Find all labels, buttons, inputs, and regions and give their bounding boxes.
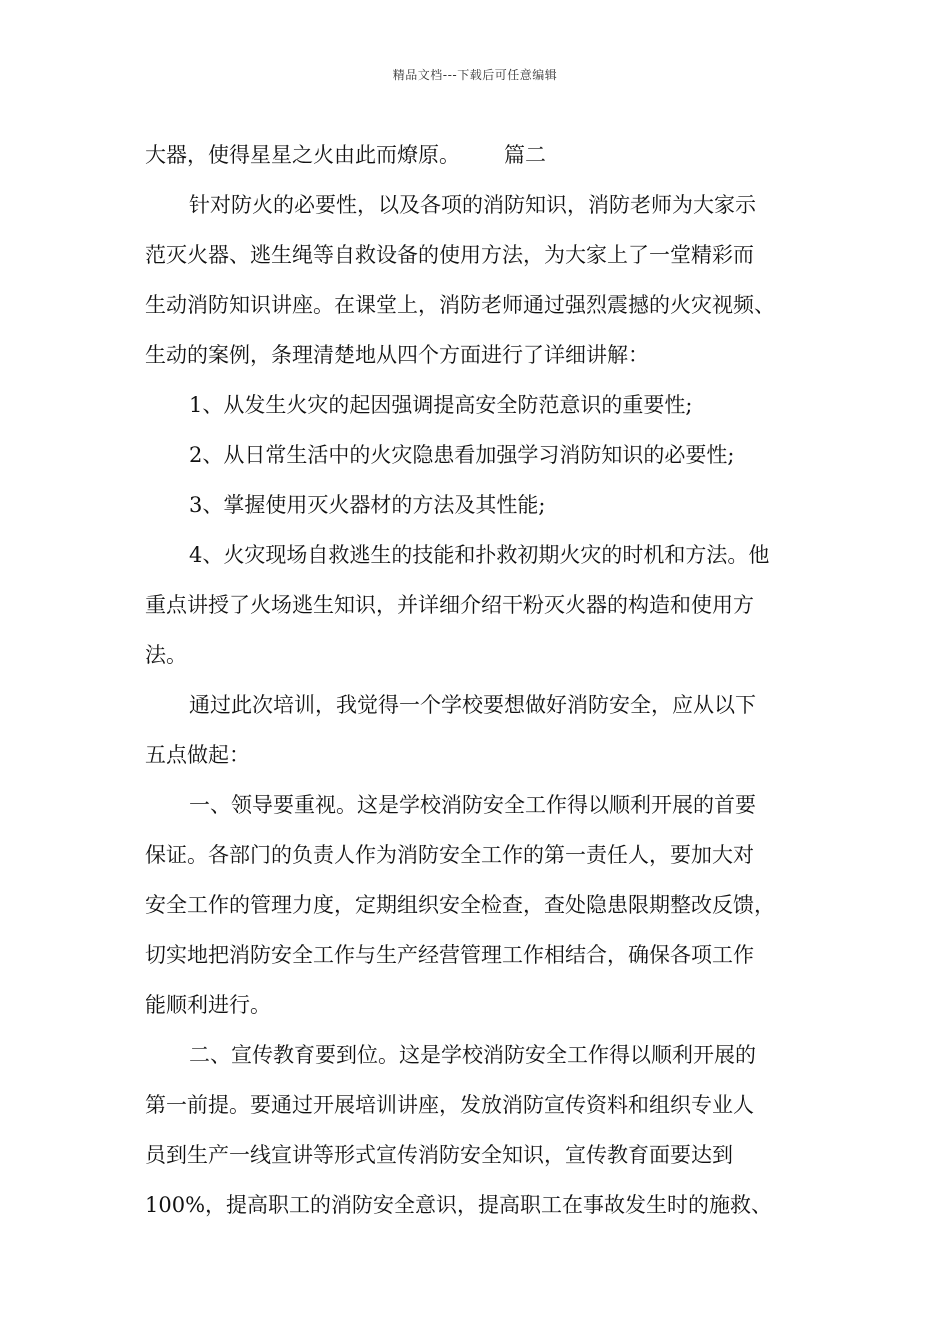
paragraph-line: 法。 [145, 643, 187, 667]
paragraph-line: 重点讲授了火场逃生知识，并详细介绍干粉灭火器的构造和使用方 [145, 593, 754, 617]
paragraph-line: 安全工作的管理力度，定期组织安全检查，查处隐患限期整改反馈， [145, 893, 775, 917]
list-item: 3、掌握使用灭火器材的方法及其性能; [189, 493, 546, 517]
page-header: 精品文档---下载后可任意编辑 [392, 68, 558, 82]
paragraph-line: 生动的案例，条理清楚地从四个方面进行了详细讲解： [145, 343, 649, 367]
section-label: 篇二 [504, 143, 546, 167]
paragraph-line: 针对防火的必要性，以及各项的消防知识，消防老师为大家示 [189, 193, 756, 217]
paragraph-line: 通过此次培训，我觉得一个学校要想做好消防安全，应从以下 [189, 693, 756, 717]
paragraph-line [145, 130, 825, 180]
paragraph-line: 第一前提。要通过开展培训讲座，发放消防宣传资料和组织专业人 [145, 1093, 754, 1117]
paragraph-line: 一、领导要重视。这是学校消防安全工作得以顺利开展的首要 [189, 793, 756, 817]
paragraph-line: 员到生产一线宣讲等形式宣传消防安全知识，宣传教育面要达到 [145, 1143, 733, 1167]
paragraph-line: 切实地把消防安全工作与生产经营管理工作相结合，确保各项工作 [145, 943, 754, 967]
list-item: 2、从日常生活中的火灾隐患看加强学习消防知识的必要性; [189, 443, 735, 467]
document-body [145, 130, 825, 1230]
paragraph-line: 能顺利进行。 [145, 993, 271, 1017]
paragraph-line: 生动消防知识讲座。在课堂上，消防老师通过强烈震撼的火灾视频、 [145, 293, 775, 317]
paragraph-line: 二、宣传教育要到位。这是学校消防安全工作得以顺利开展的 [189, 1043, 756, 1067]
line-text: 大器，使得星星之火由此而燎原。 [145, 143, 460, 167]
paragraph-line: 保证。各部门的负责人作为消防安全工作的第一责任人，要加大对 [145, 843, 754, 867]
paragraph-line: 100%，提高职工的消防安全意识，提高职工在事故发生时的施救、 [145, 1193, 773, 1217]
paragraph-line: 五点做起： [145, 743, 250, 767]
list-item: 1、从发生火灾的起因强调提高安全防范意识的重要性; [189, 393, 693, 417]
list-item: 4、火灾现场自救逃生的技能和扑救初期火灾的时机和方法。他 [189, 543, 770, 567]
paragraph-line: 范灭火器、逃生绳等自救设备的使用方法，为大家上了一堂精彩而 [145, 243, 754, 267]
